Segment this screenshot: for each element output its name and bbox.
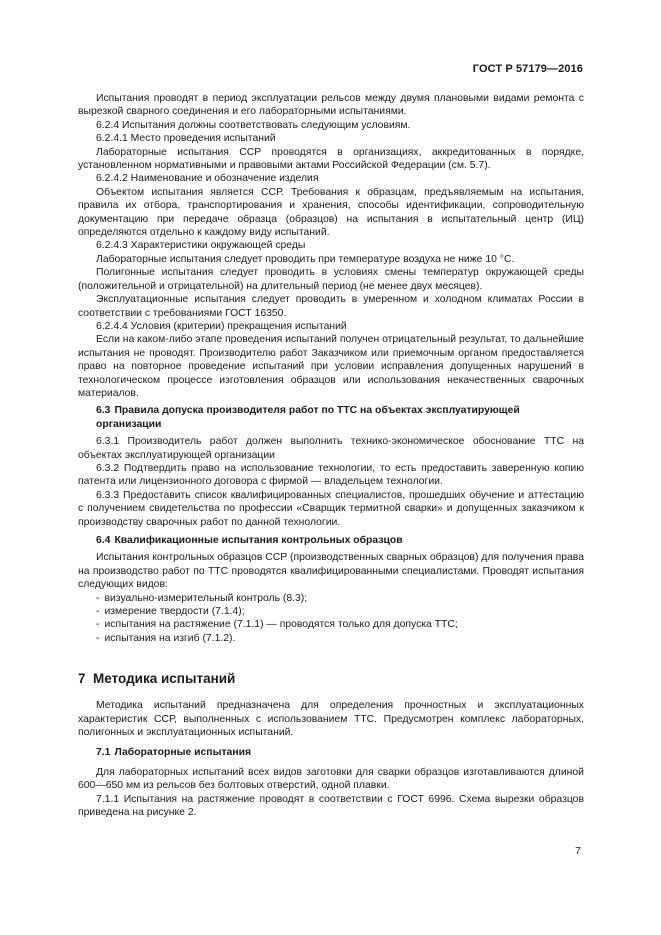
page-number: 7 [575,845,581,857]
paragraph-6-2-4-4: Если на каком-либо этапе проведения испытаний получен отрицательный результат, то дальнейшие испытания не проводят. Производителю работ Заказчиком или приемочным органом предоставляется право на повторное проведение испытаний при условии исправления допущенных нарушений в технологическом процессе изготовления образцов или использования некачественных сварочных материалов. [78,334,584,399]
section-6-4-heading [78,534,584,547]
list-item [78,605,584,618]
section-6-3-number: 6.3 [96,405,111,417]
paragraph-6-2-4-3-a: Лабораторные испытания следует проводить при температуре воздуха не ниже 10 °С. [96,253,515,265]
list-item-text: испытания на растяжение (7.1.1) — проводятся только для допуска ТТС; [104,619,458,631]
list-item-text: визуально-измерительный контроль (8.3); [104,592,308,604]
section-6-3-heading [78,404,584,431]
chapter-7-number: 7 [78,671,86,687]
list-item-text: испытания на изгиб (7.1.2). [104,632,236,644]
paragraph-7-1: Для лабораторных испытаний всех видов заготовки для сварки образцов изготавливаются длиной 600—650 мм из рельсов без болтовых отверстий, одной плавки. [78,766,584,792]
page-content [78,92,584,820]
section-7-1-title: Лабораторные испытания [114,747,252,759]
list-item-text: измерение твердости (7.1.4); [104,606,245,618]
section-6-4-number: 6.4 [96,535,111,546]
subsection-6-2-4-1-title: 6.2.4.1 Место проведения испытаний [96,133,276,145]
paragraph-intro: Испытания проводят в период эксплуатации рельсов между двумя плановыми видами ремонта с вырезкой сварного соединения и его лабораторными испытаниями. [78,93,584,118]
paragraph-6-3-2: 6.3.2 Подтвердить право на использование технологии, то есть предоставить заверенную копию патента или лицензионного договора с фирмой — владельцем технологии. [78,462,584,488]
section-7-1-number: 7.1 [96,747,111,759]
document-code-header: ГОСТ Р 57179—2016 [472,63,583,75]
subsection-6-2-4-2-title: 6.2.4.2 Наименование и обозначение изделия [96,173,319,185]
subsection-6-2-4-4-title: 6.2.4.4 Условия (критерии) прекращения испытаний [96,320,347,332]
list-dash: - [96,592,100,604]
list-dash: - [96,632,100,644]
test-types-list [78,592,584,646]
paragraph-7-1-1: 7.1.1 Испытания на растяжение проводят в соответствии с ГОСТ 6996. Схема вырезки образцов приведена на рисунке 2. [78,793,584,819]
paragraph-6-2-4-3-c: Эксплуатационные испытания следует проводить в умеренном и холодном климатах России в соответствии с требованиями ГОСТ 16350. [78,294,584,319]
section-7-1-heading [78,746,584,759]
chapter-7-heading [78,671,584,687]
paragraph-6-2-4: 6.2.4 Испытания должны соответствовать следующим условиям. [96,119,411,131]
list-item [78,632,584,645]
section-6-3-title: Правила допуска производителя работ по ТТС на объектах эксплуатирующей организации [96,405,520,430]
paragraph-6-2-4-1: Лабораторные испытания ССР проводятся в организациях, аккредитованных в порядке, установленном нормативными и правовыми актами Российской Федерации (см. 5.7). [78,146,584,172]
paragraph-6-2-4-3-b: Полигонные испытания следует проводить в условиях смены температур окружающей среды (положительной и отрицательной) на длительный период (не менее двух месяцев). [78,267,584,292]
paragraph-6-3-3: 6.3.3 Предоставить список квалифицированных специалистов, прошедших обучение и аттестацию с получением свидетельства по профессии «Сварщик термитной сварки» и допущенных заказчиком к производству сварочных работ по данной технологии. [78,489,584,528]
paragraph-6-3-1: 6.3.1 Производитель работ должен выполнить технико-экономическое обоснование ТТС на объектах эксплуатирующей организации [78,436,584,461]
paragraph-6-4: Испытания контрольных образцов ССР (производственных сварных образцов) для получения права на производство работ по ТТС проводятся квалифицированными специалистами. Проводят испытания следующих видов: [78,552,584,591]
section-6-4-title: Квалификационные испытания контрольных образцов [114,535,403,546]
list-dash: - [96,606,100,618]
paragraph-chapter-7: Методика испытаний предназначена для определения прочностных и эксплуатационных характеристик ССР, выполненных с использованием ТТС. Предусмотрен комплекс лабораторных, полигонных и эксплуатационных испытаний. [78,700,584,739]
list-item [78,592,584,605]
list-item [78,618,584,631]
subsection-6-2-4-3-title: 6.2.4.3 Характеристики окружающей среды [96,240,306,252]
chapter-7-title: Методика испытаний [93,671,236,687]
paragraph-6-2-4-2: Объектом испытания является ССР. Требования к образцам, предъявляемым на испытания, правила их отбора, транспортирования и хранения, способы идентификации, сопроводительную документацию при передаче образца (образцов) на испытания в испытательный центр (ИЦ) определяются отдельно к каждому виду испытаний. [78,186,584,239]
list-dash: - [96,619,100,631]
